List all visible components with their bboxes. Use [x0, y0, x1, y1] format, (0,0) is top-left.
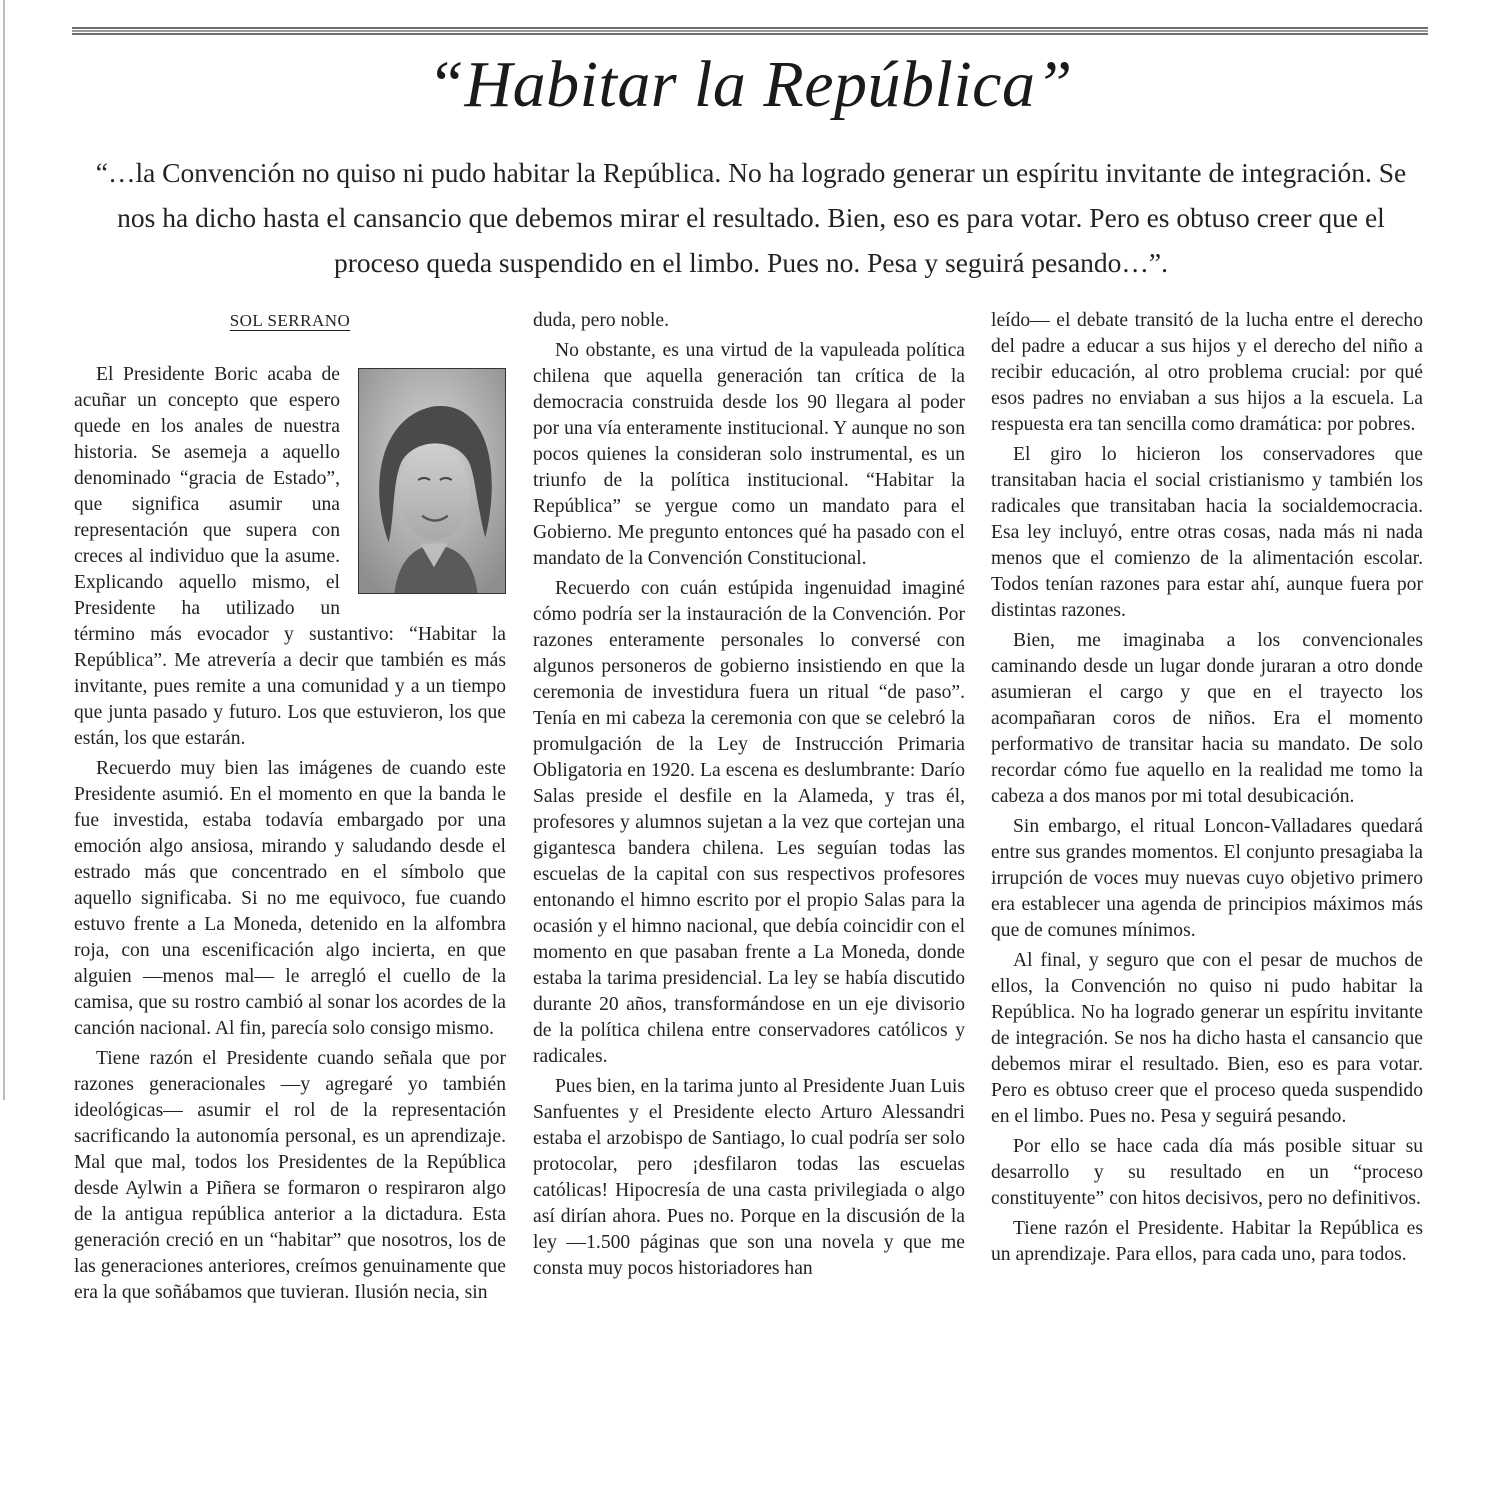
paragraph: Tiene razón el Presidente. Habitar la República es un aprendizaje. Para ellos, para cada uno, para todos.	[991, 1218, 1423, 1265]
pull-quote: “…la Convención no quiso ni pudo habitar la República. No ha logrado generar un espíritu invitante de integración. Se nos ha dicho hasta el cansancio que debemos mirar el resultado. Bien, eso es para votar. Pero es obtuso creer que el proceso queda suspendido en el limbo. Pues no. Pesa y seguirá pesando…”.	[95, 157, 1407, 278]
paragraph: Bien, me imaginaba a los convencionales caminando desde un lugar donde juraran a otro donde asumieran el cargo y que en el trayecto los acompañaran coros de niños. Era el momento performativo de transitar hacia su mandato. De solo recordar cómo fue aquello en la realidad me tomo la cabeza a dos manos por mi total desubicación.	[991, 630, 1423, 807]
paragraph: Recuerdo con cuán estúpida ingenuidad imaginé cómo podría ser la instauración de la Convención. Por razones enteramente personales lo conversé con algunos personeros de gobierno insistiendo en que la ceremonia de investidura fuera un ritual “de paso”. Tenía en mi cabeza la ceremonia con que se celebró la promulgación de la Ley de Instrucción Primaria Obligatoria en 1920. La escena es deslumbrante: Darío Salas preside el desfile en la Alameda, y tras él, profesores y alumnos sujetan a la vez que cortejan una gigantesca bandera chilena. Les seguían todas las escuelas de la capital con sus respectivos profesores entonando el himno escrito por el propio Salas para la ocasión y el himno nacional, que debía coincidir con el momento en que pasaban frente a La Moneda, donde estaba la tarima presidencial. La ley se había discutido durante 20 años, transformándose en un eje divisorio de la política chilena entre conservadores católicos y radicales.	[533, 578, 966, 1067]
headline: “Habitar la República”	[427, 48, 1073, 121]
portrait-image	[359, 369, 505, 593]
column-1	[74, 308, 506, 1310]
paragraph: No obstante, es una virtud de la vapuleada política chilena que aquella generación tan crítica de la democracia construida desde los 90 llegara al poder por una vía enteramente institucional. Y aunque no son pocos quienes la consideran solo instrumental, es un triunfo de la política institucional. “Habitar la República” se yergue como un mandato para el Gobierno. Me pregunto entonces qué ha pasado con el mandato de la Convención Constitucional.	[533, 340, 965, 569]
paragraph: El Presidente Boric acaba de acuñar un concepto que espero quede en los anales de nuestra historia. Se asemeja a aquello denominado “gracia de Estado”, que significa asumir una representación que supera con creces al individuo que la asume. Explicando aquello mismo, el Presidente ha utilizado un término más evocador y sustantivo: “Habitar la República”. Me atrevería a decir que también es más invitante, pues remite a una comunidad y a un tiempo que junta pasado y futuro. Los que estuvieron, los que están, los que estarán.	[74, 364, 506, 749]
paragraph-continued: leído— el debate transitó de la lucha entre el derecho del padre a educar a sus hijos y el derecho del niño a recibir educación, al otro problema crucial: por qué esos padres no enviaban a sus hijos a la escuela. La respuesta era tan sencilla como dramática: por pobres.	[991, 310, 1423, 435]
paragraph: El giro lo hicieron los conservadores que transitaban hacia el social cristianismo y también los radicales que transitaban hacia la socialdemocracia. Esa ley incluyó, entre otras cosas, nada más ni nada menos que el comienzo de la alimentación escolar. Todos tenían razones para estar ahí, aunque fuera por distintas razones.	[991, 444, 1423, 621]
paragraph: Tiene razón el Presidente cuando señala que por razones generacionales —y agregaré yo también ideológicas— asumir el rol de la representación sacrificando la autonomía personal, es un aprendizaje. Mal que mal, todos los Presidentes de la República desde Aylwin a Piñera se formaron o respiraron algo de la antigua república anterior a la dictadura. Esta generación creció en un “habitar” que nosotros, los de las generaciones anteriores, creímos genuinamente que era la que soñábamos que tuvieran. Ilusión necia, sin	[74, 1048, 506, 1303]
author-name: SOL SERRANO	[229, 311, 351, 330]
paragraph: Recuerdo muy bien las imágenes de cuando este Presidente asumió. En el momento en que la banda le fue investida, estaba todavía embargado por una emoción algo ansiosa, mirando y saludando desde el estrado más que concentrado en el símbolo que aquello significaba. Si no me equivoco, fue cuando estuvo frente a La Moneda, detenido en la alfombra roja, con una escenificación algo incierta, en que alguien —menos mal— le arregló el cuello de la camisa, que su rostro cambió al sonar los acordes de la canción nacional. Al fin, parecía solo consigo mismo.	[74, 758, 506, 1039]
header-rule	[72, 27, 1428, 35]
paragraph: Al final, y seguro que con el pesar de muchos de ellos, la Convención no quiso ni pudo habitar la República. No ha logrado generar un espíritu invitante de integración. Se nos ha dicho hasta el cansancio que debemos mirar el resultado. Bien, eso es para votar. Pero es obtuso creer que el proceso queda suspendido en el limbo. Pues no. Pesa y seguirá pesando.	[991, 950, 1423, 1127]
paragraph: Pues bien, en la tarima junto al Presidente Juan Luis Sanfuentes y el Presidente electo Arturo Alessandri estaba el arzobispo de Santiago, lo cual podría ser solo protocolar, pero ¡desfilaron todas las escuelas católicas! Hipocresía de una casta privilegiada o algo así dirían ahora. Pues no. Porque en la discusión de la ley —1.500 páginas que son una novela y que me consta muy pocos historiadores han	[533, 1076, 965, 1279]
author-photo	[358, 368, 506, 594]
byline	[74, 308, 506, 334]
paragraph-continued: duda, pero noble.	[533, 310, 670, 331]
paragraph: Sin embargo, el ritual Loncon-Valladares quedará entre sus grandes momentos. El conjunto presagiaba la irrupción de voces muy nuevas cuyo objetivo primero era establecer una agenda de principios máximos más que de comunes mínimos.	[991, 816, 1423, 941]
page-edge-line	[3, 0, 5, 1100]
paragraph: Por ello se hace cada día más posible situar su desarrollo y su resultado en un “proceso constituyente” con hitos decisivos, pero no definitivos.	[991, 1136, 1423, 1209]
column-2	[533, 308, 965, 1286]
column-3	[991, 308, 1423, 1272]
